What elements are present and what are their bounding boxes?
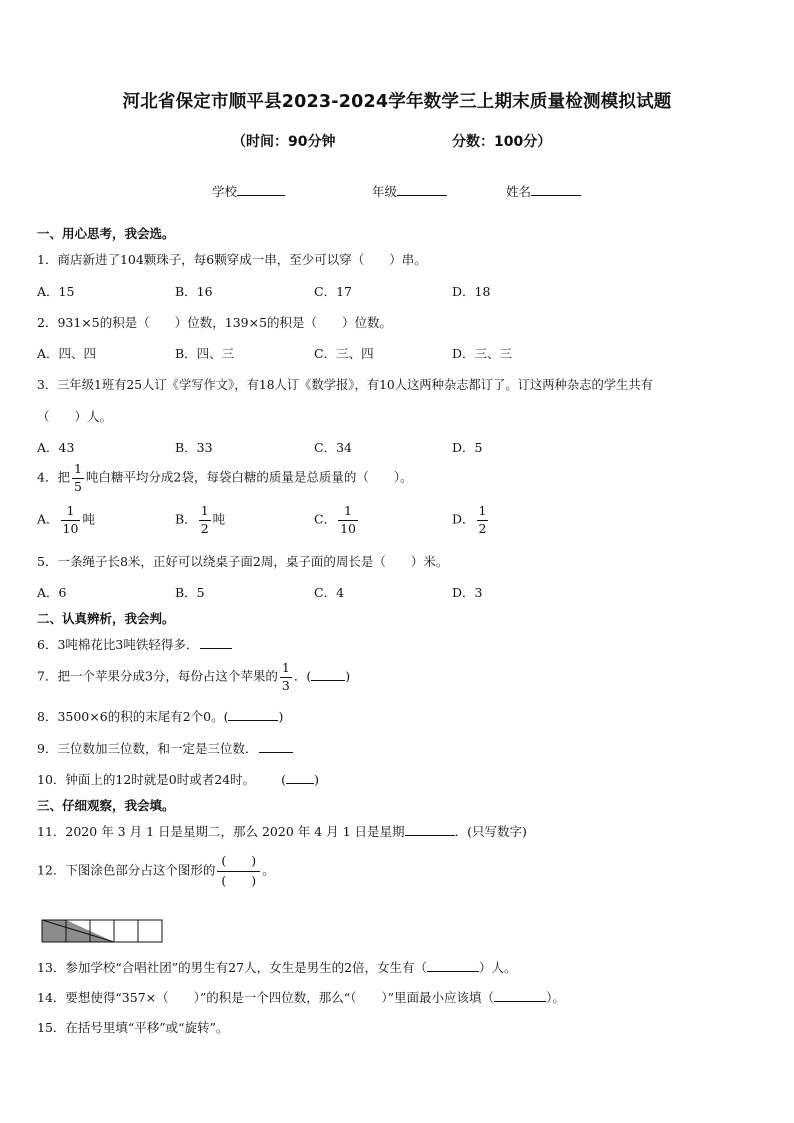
q2-option-d[interactable]: D．三、三 (452, 346, 513, 361)
q4-option-a-letter: A． (37, 511, 59, 527)
q13-suffix: ）人。 (479, 960, 517, 975)
q4-c-denominator: 10 (340, 520, 356, 536)
q11-answer-blank[interactable] (405, 835, 455, 836)
q4-option-d-fraction (477, 505, 489, 535)
q4-b-unit: 吨 (212, 511, 226, 527)
grade-label: 年级 (372, 184, 398, 199)
q14-suffix: ）。 (546, 990, 565, 1005)
q12-denominator-blank[interactable]: ( ) (217, 871, 260, 888)
q1-option-d[interactable]: D．18 (452, 284, 491, 299)
q14-text: 14．要想使得“357×（ ）”的积是一个四位数，那么“（ ）”里面最小应该填（ (37, 990, 495, 1005)
q4-option-a[interactable] (37, 505, 95, 535)
figure-cell (114, 920, 138, 942)
q4-frac-numerator: 1 (73, 461, 82, 476)
q4-option-d-letter: D． (452, 511, 475, 527)
name-blank[interactable] (531, 195, 581, 196)
q2-option-b[interactable]: B．四、三 (175, 346, 235, 361)
q4-option-c[interactable] (314, 505, 360, 535)
school-blank[interactable] (237, 195, 285, 196)
q1-option-b[interactable]: B．16 (175, 284, 213, 299)
q6-text: 6．3吨棉花比3吨铁轻得多． (37, 637, 199, 652)
q4-option-a-fraction (61, 505, 81, 535)
section-heading-3: 三、仔细观察，我会填。 (37, 798, 175, 813)
q12-suffix: 。 (262, 862, 275, 878)
q3-option-b[interactable]: B．33 (175, 440, 213, 455)
question-11 (37, 822, 527, 840)
q5-option-c[interactable]: C．4 (314, 585, 345, 600)
q7-frac-denominator: 3 (281, 677, 290, 693)
time-limit: （时间：90分钟 (232, 134, 336, 150)
shaded-rectangle-figure (41, 918, 167, 948)
question-1: 1．商店新进了104颗珠子，每6颗穿成一串，至少可以穿（ ）串。 (37, 252, 427, 267)
q4-d-denominator: 2 (478, 520, 487, 536)
q5-option-a[interactable]: A．6 (37, 585, 67, 600)
question-3-line-2: （ ）人。 (37, 409, 113, 424)
q8-answer-blank[interactable] (228, 720, 278, 721)
question-10 (37, 770, 319, 788)
q10-open: ( (281, 772, 287, 787)
q7-frac-numerator: 1 (281, 660, 290, 675)
school-field[interactable] (212, 182, 285, 200)
q3-option-c[interactable]: C．34 (314, 440, 352, 455)
q1-option-c[interactable]: C．17 (314, 284, 352, 299)
q4-option-b[interactable] (175, 505, 225, 535)
q4-fraction (72, 463, 84, 493)
q3-option-a[interactable]: A．43 (37, 440, 75, 455)
question-14 (37, 988, 565, 1006)
q13-text: 13．参加学校“合唱社团”的男生有27人，女生是男生的2倍，女生有（ (37, 960, 428, 975)
q4-b-numerator: 1 (200, 503, 209, 518)
q4-suffix: 吨白糖平均分成2袋，每袋白糖的质量是总质量的（ ）。 (85, 469, 413, 485)
q4-frac-denominator: 5 (73, 478, 82, 494)
q9-text: 9．三位数加三位数，和一定是三位数． (37, 741, 258, 756)
q4-option-b-letter: B． (175, 511, 197, 527)
section-heading-2: 二、认真辨析，我会判。 (37, 611, 175, 626)
q12-numerator-blank[interactable]: ( ) (221, 853, 257, 868)
q3-option-d[interactable]: D．5 (452, 440, 483, 455)
grade-field[interactable] (372, 182, 447, 200)
q7-answer-blank[interactable] (311, 680, 345, 681)
q12-answer-fraction[interactable] (217, 855, 260, 887)
q10-close: ) (314, 772, 319, 787)
q4-b-denominator: 2 (200, 520, 209, 536)
q4-option-c-fraction (338, 505, 358, 535)
q5-option-b[interactable]: B．5 (175, 585, 205, 600)
name-field[interactable] (506, 182, 581, 200)
q4-option-d[interactable] (452, 505, 490, 535)
q1-option-a[interactable]: A．15 (37, 284, 75, 299)
question-8 (37, 707, 283, 725)
q10-text: 10．钟面上的12时就是0时或者24时。 (37, 772, 256, 787)
q4-d-numerator: 1 (478, 503, 487, 518)
q4-c-numerator: 1 (344, 503, 352, 518)
q4-a-denominator: 10 (62, 520, 79, 536)
question-3-line-1: 3．三年级1班有25人订《学写作文》，有18人订《数学报》，有10人这两种杂志都订了。订这两种杂志的学生共有 (37, 378, 653, 392)
q2-option-c[interactable]: C．三、四 (314, 346, 374, 361)
q4-option-b-fraction (199, 505, 211, 535)
q9-answer-blank[interactable] (259, 752, 293, 753)
question-7 (37, 662, 350, 692)
question-2: 2．931×5的积是（ ）位数，139×5的积是（ ）位数。 (37, 315, 393, 330)
school-label: 学校 (212, 184, 238, 199)
question-15: 15．在括号里填“平移”或“旋转”。 (37, 1020, 229, 1035)
page-title: 河北省保定市顺平县2023-2024学年数学三上期末质量检测模拟试题 (122, 92, 672, 112)
question-12 (37, 855, 275, 887)
total-score: 分数：100分） (452, 134, 552, 150)
q11-suffix: ．(只写数字) (454, 824, 527, 839)
grade-blank[interactable] (397, 195, 447, 196)
question-6 (37, 635, 232, 653)
section-heading-1: 一、用心思考，我会选。 (37, 226, 175, 241)
q14-answer-blank[interactable] (494, 1001, 546, 1002)
q4-a-unit: 吨 (82, 511, 95, 527)
q7-close: ) (345, 668, 351, 684)
q10-answer-blank[interactable] (286, 783, 314, 784)
name-label: 姓名 (506, 184, 532, 199)
q4-a-numerator: 1 (66, 503, 75, 518)
q12-text: 12．下图涂色部分占这个图形的 (37, 862, 216, 878)
question-5: 5．一条绳子长8米，正好可以绕桌子面2周，桌子面的周长是（ ）米。 (37, 554, 449, 569)
figure-cell (138, 920, 162, 942)
q7-prefix: 7．把一个苹果分成3分，每份占这个苹果的 (37, 668, 278, 684)
q7-fraction (280, 662, 292, 692)
question-4 (37, 463, 413, 493)
q2-option-a[interactable]: A．四、四 (37, 346, 97, 361)
q8-close: ) (278, 709, 284, 724)
q5-option-d[interactable]: D．3 (452, 585, 483, 600)
q6-answer-blank[interactable] (200, 648, 232, 649)
q7-open: ．( (293, 668, 312, 684)
q13-answer-blank[interactable] (427, 971, 479, 972)
q11-text: 11．2020 年 3 月 1 日是星期二，那么 2020 年 4 月 1 日是星期 (37, 824, 405, 839)
question-13 (37, 958, 517, 976)
figure-svg (41, 918, 167, 944)
q8-text: 8．3500×6的积的末尾有2个0。( (37, 709, 229, 724)
q4-option-c-letter: C． (314, 511, 337, 527)
q4-prefix: 4．把 (37, 469, 70, 485)
question-9 (37, 739, 293, 757)
